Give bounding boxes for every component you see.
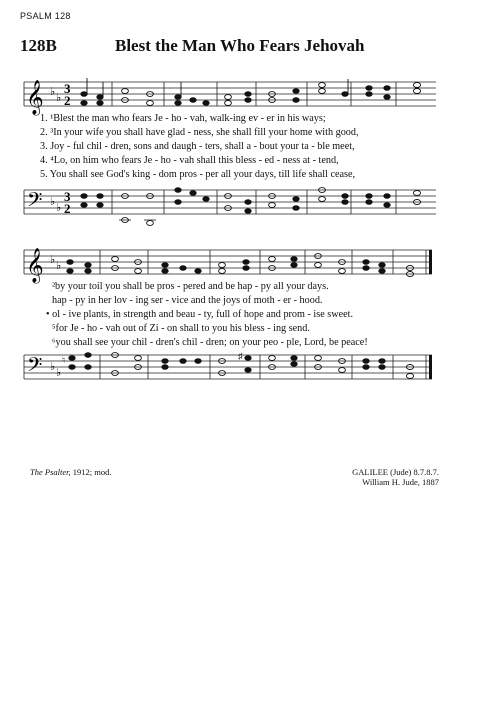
svg-text:3: 3 xyxy=(64,189,71,204)
svg-text:♭: ♭ xyxy=(56,367,62,379)
system1-treble-staff xyxy=(0,70,480,114)
text-source-title: The Psalter, xyxy=(30,467,71,477)
svg-text:2: 2 xyxy=(64,201,71,216)
svg-text:♭: ♭ xyxy=(56,260,62,272)
verse-3-line-2: • ol - ive plants, in strength and beau - ty, full of hope and prom - ise sweet. xyxy=(46,309,354,320)
svg-text:♭: ♭ xyxy=(50,361,56,373)
verse-1-line-2: ²by your toil you shall be pros - pered and be hap - py all your days. xyxy=(52,281,329,292)
tune-name: GALILEE (Jude) 8.7.8.7. xyxy=(352,467,439,477)
treble-clef-icon: 𝄞 xyxy=(26,249,44,282)
verse-2-line-1: 2. ³In your wife you shall have glad - ness, she shall fill your home with good, xyxy=(40,127,359,138)
hymn-title: Blest the Man Who Fears Jehovah xyxy=(115,36,365,55)
svg-text:♭: ♭ xyxy=(50,254,56,266)
verse-4-line-2: ⁵for Je - ho - vah out of Zi - on shall to you his bless - ing send. xyxy=(52,323,310,334)
composer: William H. Jude, 1887 xyxy=(362,477,439,487)
svg-text:♭: ♭ xyxy=(56,92,62,104)
svg-text:3: 3 xyxy=(64,81,71,96)
svg-text:♭: ♭ xyxy=(56,202,62,214)
bass-clef-icon: 𝄢 xyxy=(27,355,43,381)
svg-text:♮: ♮ xyxy=(62,355,66,365)
text-source xyxy=(30,467,111,477)
psalm-label: PSALM 128 xyxy=(20,11,71,21)
verse-5-line-2: ⁶you shall see your chil - dren's chil - dren; on your peo - ple, Lord, be peace! xyxy=(52,337,368,348)
bass-clef-icon: 𝄢 xyxy=(27,190,43,216)
verse-4-line-1: 4. ⁴Lo, on him who fears Je - ho - vah shall this bless - ed - ness at - tend, xyxy=(40,155,339,166)
system2-treble-staff xyxy=(0,238,480,282)
hymn-number: 128B xyxy=(20,36,57,55)
svg-text:♭: ♭ xyxy=(50,196,56,208)
verse-1-line-1: 1. ¹Blest the man who fears Je - ho - vah, walk-ing ev - er in his ways; xyxy=(40,113,326,124)
verse-2-line-2: hap - py in her lov - ing ser - vice and the joys of moth - er - hood. xyxy=(52,295,323,306)
svg-text:♯: ♯ xyxy=(238,351,243,361)
system2-bass-staff xyxy=(0,345,480,409)
verse-5-line-1: 5. You shall see God's king - dom pros - per all your days, till life shall cease, xyxy=(40,169,356,180)
system1-bass-staff xyxy=(0,180,480,244)
svg-text:♭: ♭ xyxy=(50,86,56,98)
svg-text:2: 2 xyxy=(64,93,71,108)
tune-credit xyxy=(352,467,439,487)
text-source-year: 1912; mod. xyxy=(72,467,112,477)
treble-clef-icon: 𝄞 xyxy=(26,81,44,114)
verse-3-line-1: 3. Joy - ful chil - dren, sons and daugh - ters, shall a - bout your ta - ble meet, xyxy=(40,141,355,152)
